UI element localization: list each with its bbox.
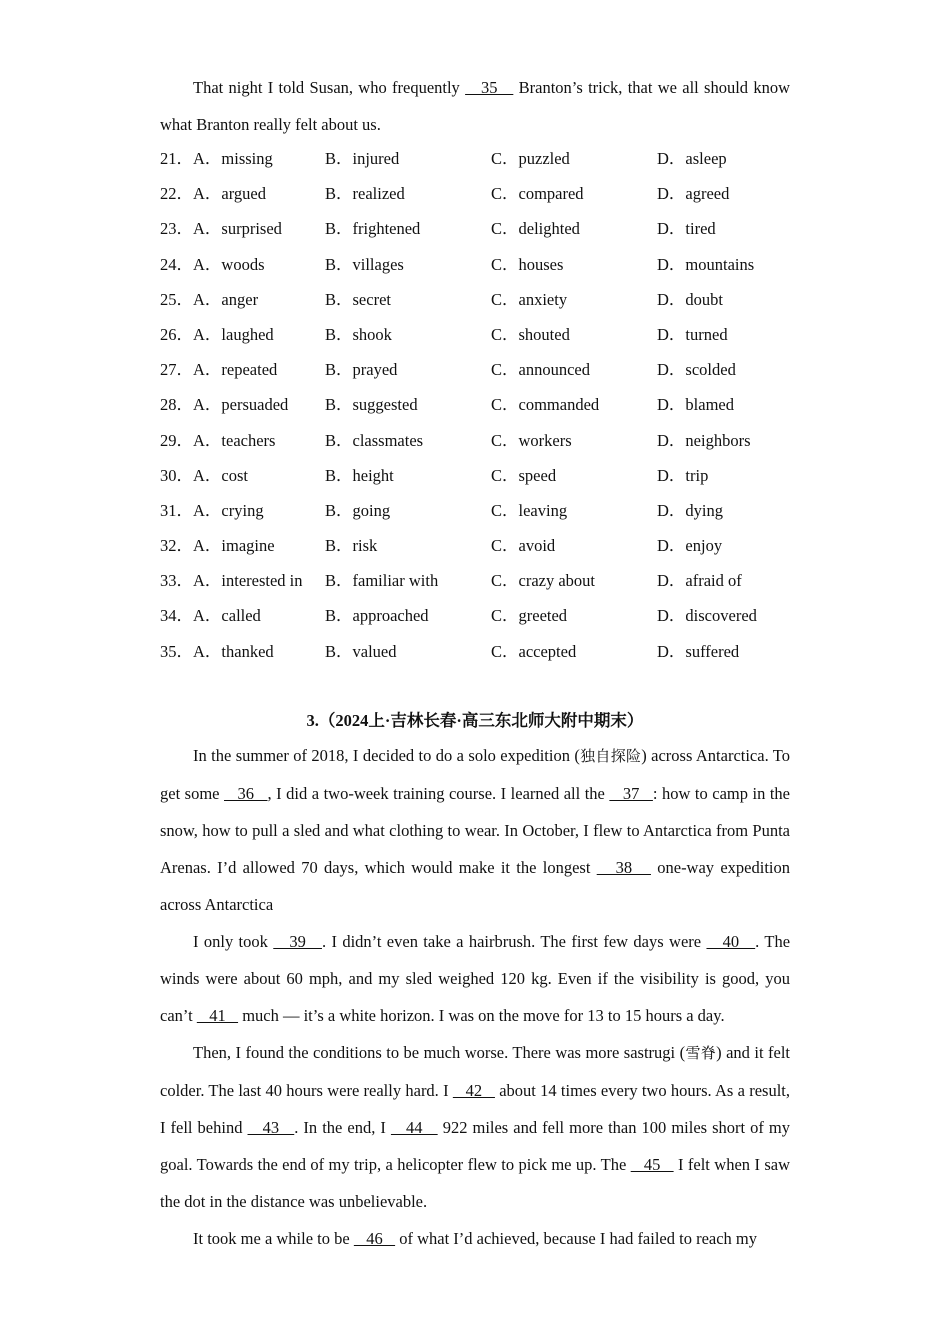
option-d[interactable]: D．asleep xyxy=(657,149,727,168)
option-c[interactable]: C．delighted xyxy=(491,219,580,239)
option-c[interactable]: C．compared xyxy=(491,184,584,204)
cjk-annotation: 雪脊 xyxy=(685,1044,717,1062)
option-b[interactable]: B．suggested xyxy=(325,395,418,415)
option-a[interactable]: A．crying xyxy=(193,500,264,520)
question-number-and-option-a xyxy=(160,493,264,528)
option-a[interactable]: A．imagine xyxy=(193,536,275,556)
option-d[interactable]: D．blamed xyxy=(657,395,734,415)
question-number-and-option-a xyxy=(160,387,288,422)
intro-passage xyxy=(160,69,790,143)
option-b[interactable]: B．villages xyxy=(325,254,404,274)
question-number: 28． xyxy=(160,395,193,415)
question-number: 30． xyxy=(160,465,193,485)
option-c[interactable]: C．leaving xyxy=(491,500,568,520)
option-a[interactable]: A．interested in xyxy=(193,571,303,591)
cjk-annotation: 独自探险 xyxy=(579,747,642,765)
option-d[interactable]: D．doubt xyxy=(657,289,723,309)
option-d[interactable]: D．mountains xyxy=(657,254,755,274)
question-number-and-option-a xyxy=(160,211,282,246)
option-a[interactable]: A．argued xyxy=(193,184,267,204)
question-number-and-option-a xyxy=(160,528,275,563)
option-a[interactable]: A．anger xyxy=(193,289,259,309)
question-number: 29． xyxy=(160,430,193,450)
question-row xyxy=(160,176,790,211)
option-b[interactable]: B．frightened xyxy=(325,219,421,239)
option-a[interactable]: A．teachers xyxy=(193,430,276,450)
option-d[interactable]: D．afraid of xyxy=(657,571,742,591)
question-number: 32． xyxy=(160,536,193,556)
option-b[interactable]: B．height xyxy=(325,465,394,485)
blank-36[interactable]: 36 xyxy=(224,784,268,803)
option-b[interactable]: B．going xyxy=(325,500,391,520)
question-number-and-option-a xyxy=(160,141,273,176)
question-row xyxy=(160,247,790,282)
option-c[interactable]: C．workers xyxy=(491,430,572,450)
paragraph-1: In the summer of 2018, I decided to do a solo expedition (独自探险) across Antarctica. To get some 36 , I did a two-week training course. I learned all the 37 : how to camp in the snow, how to pull a sled and what clothing to wear. In October, I flew to Antarctica from Punta Arenas. I’d allowed 70 days, which would make it the longest 38 one-way expedition across Antarctica xyxy=(160,746,790,914)
blank-38[interactable]: 38 xyxy=(596,858,651,877)
question-number: 24． xyxy=(160,254,193,274)
question-number-and-option-a xyxy=(160,247,265,282)
option-c[interactable]: C．greeted xyxy=(491,606,568,626)
question-row xyxy=(160,141,790,176)
option-a[interactable]: A．persuaded xyxy=(193,395,289,415)
question-row xyxy=(160,317,790,352)
option-c[interactable]: C．crazy about xyxy=(491,571,596,591)
option-d[interactable]: D．discovered xyxy=(657,606,757,626)
intro-text-a: That night I told Susan, who frequently xyxy=(193,78,466,97)
question-number: 27． xyxy=(160,360,193,380)
question-row xyxy=(160,423,790,458)
question-row xyxy=(160,493,790,528)
question-number: 33． xyxy=(160,571,193,591)
question-number-and-option-a xyxy=(160,634,274,669)
paragraph-2: I only took 39 . I didn’t even take a hairbrush. The first few days were 40 . The winds were about 60 mph, and my sled weighed 120 kg. Even if the visibility is good, you can’t 41 much — it’s a white horizon. I was on the move for 13 to 15 hours a day. xyxy=(160,932,791,1025)
question-number: 26． xyxy=(160,324,193,344)
question-number-and-option-a xyxy=(160,352,277,387)
option-c[interactable]: C．avoid xyxy=(491,536,556,556)
intro-paragraph xyxy=(160,69,790,143)
question-row xyxy=(160,211,790,246)
blank-37[interactable]: 37 xyxy=(609,784,653,803)
option-a[interactable]: A．missing xyxy=(193,149,273,168)
question-row xyxy=(160,634,790,669)
option-b[interactable]: B．valued xyxy=(325,641,397,661)
option-c[interactable]: C．houses xyxy=(491,254,564,274)
option-b[interactable]: B．shook xyxy=(325,324,392,344)
section-heading: 3.（2024上·吉林长春·高三东北师大附中期末） xyxy=(306,711,644,730)
question-number-and-option-a xyxy=(160,458,248,493)
paragraph-4: It took me a while to be 46 of what I’d achieved, because I had failed to reach my xyxy=(193,1229,758,1248)
option-b[interactable]: B．secret xyxy=(325,289,391,309)
blank-45[interactable]: 45 xyxy=(630,1155,674,1174)
blank-41[interactable]: 41 xyxy=(196,1006,239,1025)
question-number-and-option-a xyxy=(160,317,274,352)
options-list xyxy=(160,141,790,669)
question-row xyxy=(160,352,790,387)
option-c[interactable]: C．puzzled xyxy=(491,149,570,168)
option-d[interactable]: D．scolded xyxy=(657,360,736,380)
question-number: 34． xyxy=(160,606,193,626)
option-c[interactable]: C．accepted xyxy=(491,641,577,661)
option-d[interactable]: D．neighbors xyxy=(657,430,751,450)
blank-46[interactable]: 46 xyxy=(353,1229,396,1248)
option-b[interactable]: B．injured xyxy=(325,149,400,168)
option-a[interactable]: A．woods xyxy=(193,254,265,274)
question-number-and-option-a xyxy=(160,598,261,633)
option-b[interactable]: B．approached xyxy=(325,606,429,626)
option-c[interactable]: C．shouted xyxy=(491,324,570,344)
blank-39[interactable]: 39 xyxy=(273,932,322,951)
option-b[interactable]: B．realized xyxy=(325,184,405,204)
option-a[interactable]: A．repeated xyxy=(193,360,278,380)
option-d[interactable]: D．agreed xyxy=(657,184,730,204)
option-d[interactable]: D．suffered xyxy=(657,641,740,661)
intro-text-b: Branton’s trick, that we all should know what Branton really felt about us. xyxy=(160,78,791,134)
option-a[interactable]: A．called xyxy=(193,606,261,626)
blank-35[interactable]: 35 xyxy=(465,78,514,97)
option-a[interactable]: A．thanked xyxy=(193,641,274,661)
option-b[interactable]: B．familiar with xyxy=(325,571,439,591)
option-c[interactable]: C．speed xyxy=(491,465,557,485)
option-c[interactable]: C．anxiety xyxy=(491,289,568,309)
option-d[interactable]: D．trip xyxy=(657,465,709,485)
option-d[interactable]: D．tired xyxy=(657,219,716,239)
blank-44[interactable]: 44 xyxy=(390,1118,438,1137)
option-d[interactable]: D．enjoy xyxy=(657,536,723,556)
passage-3 xyxy=(160,737,790,1257)
option-b[interactable]: B．prayed xyxy=(325,360,398,380)
blank-43[interactable]: 43 xyxy=(247,1118,295,1137)
question-number: 25． xyxy=(160,289,193,309)
question-number: 23． xyxy=(160,219,193,239)
question-number-and-option-a xyxy=(160,423,275,458)
option-b[interactable]: B．risk xyxy=(325,536,378,556)
blank-40[interactable]: 40 xyxy=(706,932,756,951)
option-c[interactable]: C．announced xyxy=(491,360,590,380)
question-row xyxy=(160,598,790,633)
option-c[interactable]: C．commanded xyxy=(491,395,600,415)
question-number: 31． xyxy=(160,500,193,520)
option-d[interactable]: D．turned xyxy=(657,324,728,344)
question-number: 21． xyxy=(160,149,193,168)
paragraph-3: Then, I found the conditions to be much worse. There was more sastrugi (雪脊) and it felt colder. The last 40 hours were really hard. I 42 about 14 times every two hours. As a result, I fell behind 43 . In the end, I 44 922 miles and fell more than 100 miles short of my goal. Towards the end of my trip, a helicopter flew to pick me up. The 45 I felt when I saw the dot in the distance was unbelievable. xyxy=(160,1043,791,1211)
question-number: 22． xyxy=(160,184,193,204)
option-a[interactable]: A．laughed xyxy=(193,324,274,344)
option-b[interactable]: B．classmates xyxy=(325,430,424,450)
option-a[interactable]: A．cost xyxy=(193,465,248,485)
question-row xyxy=(160,387,790,422)
blank-42[interactable]: 42 xyxy=(452,1081,495,1100)
question-number-and-option-a xyxy=(160,282,258,317)
question-number: 35． xyxy=(160,641,193,661)
question-number-and-option-a xyxy=(160,563,303,598)
question-row xyxy=(160,282,790,317)
question-row xyxy=(160,458,790,493)
option-d[interactable]: D．dying xyxy=(657,500,723,520)
question-number-and-option-a xyxy=(160,176,266,211)
option-a[interactable]: A．surprised xyxy=(193,219,282,239)
question-row xyxy=(160,563,790,598)
question-row xyxy=(160,528,790,563)
